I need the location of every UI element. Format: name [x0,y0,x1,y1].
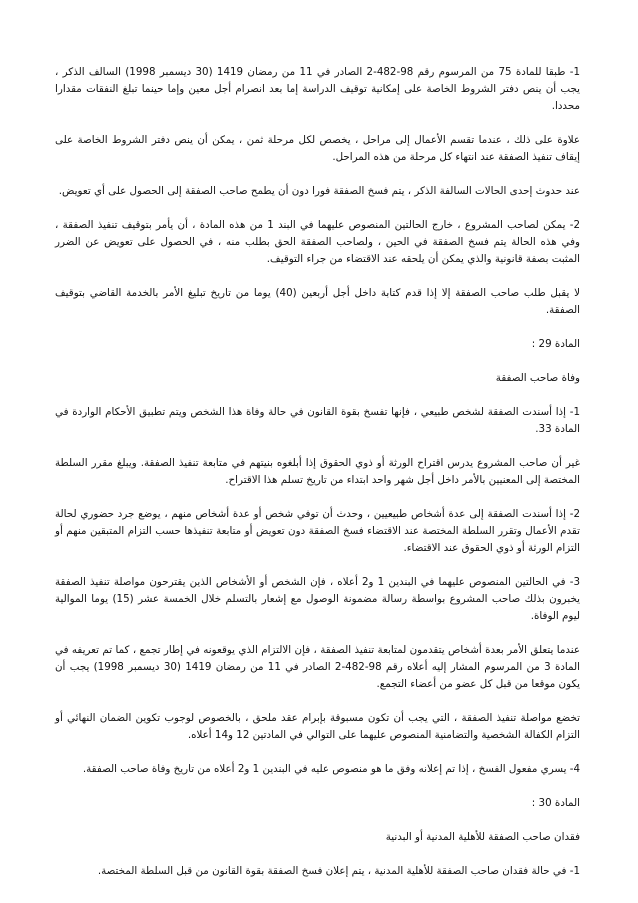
paragraph-continuation-conditions: تخضع مواصلة تنفيذ الصفقة ، التي يجب أن تكون مسبوقة بإبرام عقد ملحق ، بالخصوص لوجوب تكوين الضمان النهائي أو التزام الكفالة الشخصية والتضامنية المنصوص عليهما على التوالي في المادتين 12 و14 أعلاه. [55,712,580,741]
paragraph-group-commitment: عندما يتعلق الأمر بعدة أشخاص يتقدمون لمتابعة تنفيذ الصفقة ، فإن الالتزام الذي يوقعونه في إطار تجمع ، كما تم تعريفه في المادة 3 من المرسوم المشار إليه أعلاه رقم 98-482-2 الصادر في 11 من رمضان 1419 (30 ديسمبر 1998) يجب أن يكون موقعا من قبل كل عضو من أعضاء التجمع. [55,644,581,690]
paragraph-article29-clause3: 3- في الحالتين المنصوص عليهما في البندين 1 و2 أعلاه ، فإن الشخص أو الأشخاص الذين يقترحون مواصلة تنفيذ الصفقة يخبرون بذلك صاحب المشروع بواسطة رسالة مضمونة الوصول مع إشعار بالتسلم خلال الخمسة عشر (15) يوما الموالية ليوم الوفاة. [55,576,580,622]
article-30-subtitle: فقدان صاحب الصفقة للأهلية المدنية أو البدنية [385,831,580,843]
document-page [55,64,580,897]
paragraph-article29-clause2: 2- إذا أسندت الصفقة إلى عدة أشخاص طبيعيين ، وحدث أن توفي شخص أو عدة أشخاص منهم ، يوضع جرد حضوري لحالة تقدم الأعمال وتقرر السلطة المختصة عند الاقتضاء فسخ الصفقة دون تعويض أو متابعة تنفيذها حسب التزام المتبقين منهم أو التزام الورثة أو ذوي الحقوق عند الاقتضاء. [55,508,580,554]
paragraph-article29-clause4: 4- يسري مفعول الفسخ ، إذا تم إعلانه وفق ما هو منصوص عليه في البندين 1 و2 أعلاه من تاريخ وفاة صاحب الصفقة. [82,763,580,775]
paragraph-termination-no-compensation: عند حدوث إحدى الحالات السالفة الذكر ، يتم فسخ الصفقة فورا دون أن يطمح صاحب الصفقة إلى الحصول على أي تعويض. [58,185,580,197]
article-30-title: المادة 30 : [531,797,580,809]
article-29-subtitle: وفاة صاحب الصفقة [495,372,580,384]
paragraph-article28-clause1: 1- طبقا للمادة 75 من المرسوم رقم 98-482-2 الصادر في 11 من رمضان 1419 (30 ديسمبر 1998) السالف الذكر ، يجب أن ينص دفتر الشروط الخاصة على إمكانية توقيف الدراسة إما بعد انصرام أجل معين وإما حينما تبلغ النفقات مقدارا محددا. [55,66,581,112]
paragraph-article29-clause1: 1- إذا أسندت الصفقة لشخص طبيعي ، فإنها تفسخ بقوة القانون في حالة وفاة هذا الشخص ويتم تطبيق الأحكام الواردة في المادة 33. [55,406,580,435]
paragraph-article28-clause2: 2- يمكن لصاحب المشروع ، خارج الحالتين المنصوص عليهما في البند 1 من هذه المادة ، أن يأمر بتوقيف تنفيذ الصفقة ، وفي هذه الحالة يتم فسخ الصفقة في الحين ، ولصاحب الصفقة الحق بطلب منه ، في الحصول على تعويض عن الضرر المثبت بصفة قانونية والذي يمكن أن يلحقه عند الاقتضاء من جراء التوقيف. [55,219,580,265]
paragraph-request-deadline: لا يقبل طلب صاحب الصفقة إلا إذا قدم كتابة داخل أجل أربعين (40) يوما من تاريخ تبليغ الأمر بالخدمة القاضي بتوقيف الصفقة. [55,287,580,316]
paragraph-heirs-proposal: غير أن صاحب المشروع يدرس اقتراح الورثة أو ذوي الحقوق إذا أبلغوه بنيتهم في متابعة تنفيذ الصفقة. ويبلغ مقرر السلطة المختصة إلى المعنيين بالأمر داخل أجل شهر واحد ابتداء من تاريخ تسلم هذا الاقتراح. [55,457,580,486]
paragraph-stages: علاوة على ذلك ، عندما تقسم الأعمال إلى مراحل ، يخصص لكل مرحلة ثمن ، يمكن أن ينص دفتر الشروط الخاصة على إيقاف تنفيذ الصفقة عند انتهاء كل مرحلة من هذه المراحل. [55,134,580,163]
paragraph-article30-clause1: 1- في حالة فقدان صاحب الصفقة للأهلية المدنية ، يتم إعلان فسخ الصفقة بقوة القانون من قبل السلطة المختصة. [97,865,580,877]
article-29-title: المادة 29 : [531,338,580,350]
